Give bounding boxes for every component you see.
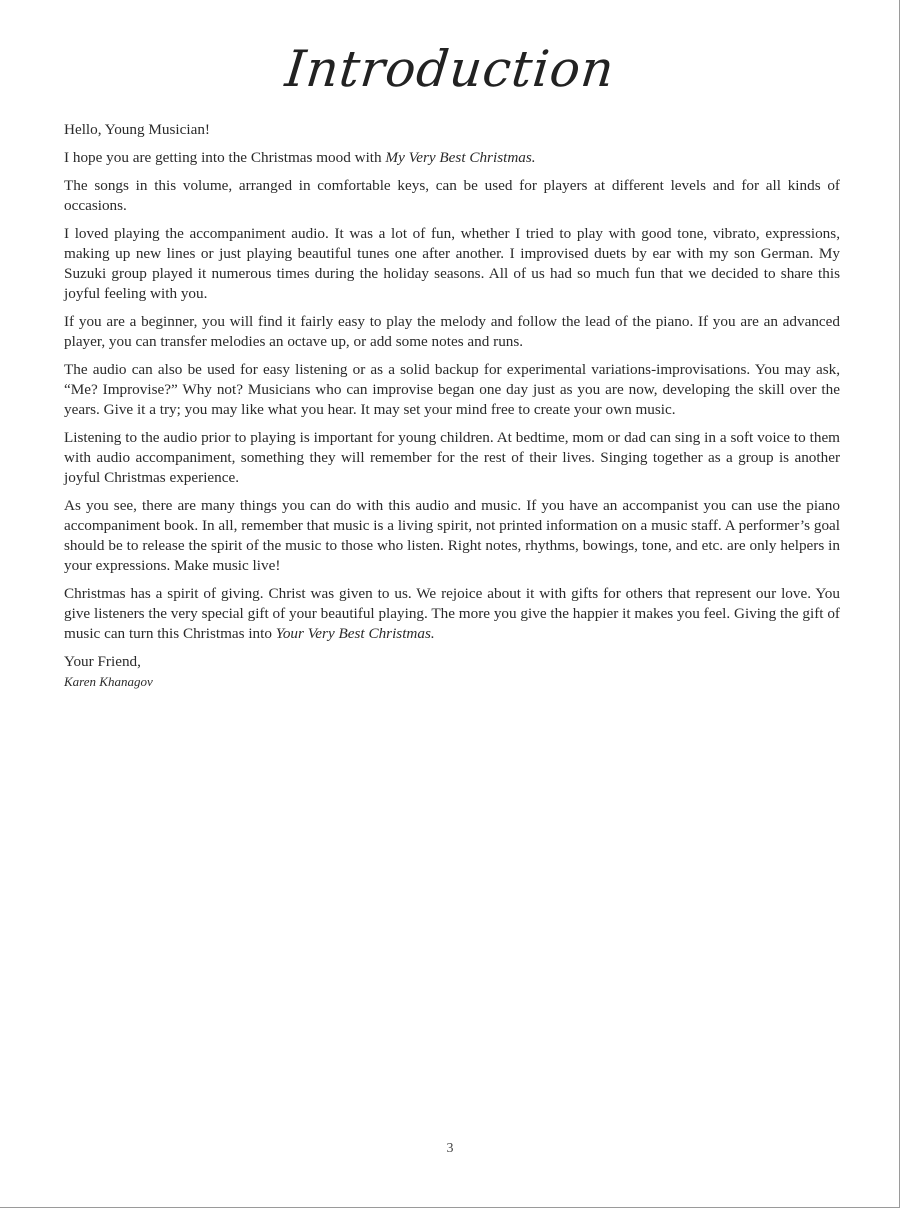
paragraph-1 xyxy=(64,148,840,168)
paragraph-8 xyxy=(64,584,840,644)
paragraph-2: The songs in this volume, arranged in comfortable keys, can be used for players at different levels and for all kinds of occasions. xyxy=(64,177,840,214)
paragraph-7: As you see, there are many things you can do with this audio and music. If you have an accompanist you can use the piano accompaniment book. In all, remember that music is a living spirit, not printed information on a music staff. A performer’s goal should be to release the spirit of the music to those who listen. Right notes, rhythms, bowings, tone, and etc. are only helpers in your expressions. Make music live! xyxy=(64,497,840,574)
page-title: Introduction xyxy=(282,40,618,98)
paragraph-4: If you are a beginner, you will find it fairly easy to play the melody and follow the lead of the piano. If you are an advanced player, you can transfer melodies an octave up, or add some notes and runs. xyxy=(64,313,840,350)
closing-italic-title: Your Very Best Christmas. xyxy=(275,625,435,642)
paragraph-3: I loved playing the accompaniment audio. It was a lot of fun, whether I tried to play with good tone, vibrato, expressions, making up new lines or just playing beautiful tunes one after another. I improvised duets by ear with my son German. My Suzuki group played it numerous times during the holiday seasons. All of us had so much fun that we decided to share this joyful feeling with you. xyxy=(64,225,840,302)
book-title-italic: My Very Best Christmas. xyxy=(385,149,536,166)
paragraph-8-text: Christmas has a spirit of giving. Christ was given to us. We rejoice about it with gifts for others that represent our love. You give listeners the very special gift of your beautiful playing. The more you give the happier it makes you feel. Giving the gift of music can turn this Christmas into xyxy=(64,585,840,642)
paragraph-5: The audio can also be used for easy listening or as a solid backup for experimental variations-improvisations. You may ask, “Me? Improvise?” Why not? Musicians who can improvise began one day just as you are now, developing the skill over the years. Give it a try; you may like what you hear. It may set your mind free to create your own music. xyxy=(64,361,840,418)
page-number: 3 xyxy=(446,1141,454,1156)
paragraph-6: Listening to the audio prior to playing is important for young children. At bedtime, mom or dad can sing in a soft voice to them with audio accompaniment, something they will remember for the rest of their lives. Singing together as a group is another joyful Christmas experience. xyxy=(64,429,840,486)
greeting: Hello, Young Musician! xyxy=(64,121,210,138)
closing-line: Your Friend, xyxy=(64,653,141,670)
letter-body xyxy=(64,120,840,692)
paragraph-1-text: I hope you are getting into the Christmas mood with xyxy=(64,149,386,166)
signature-name: Karen Khanagov xyxy=(64,674,153,689)
